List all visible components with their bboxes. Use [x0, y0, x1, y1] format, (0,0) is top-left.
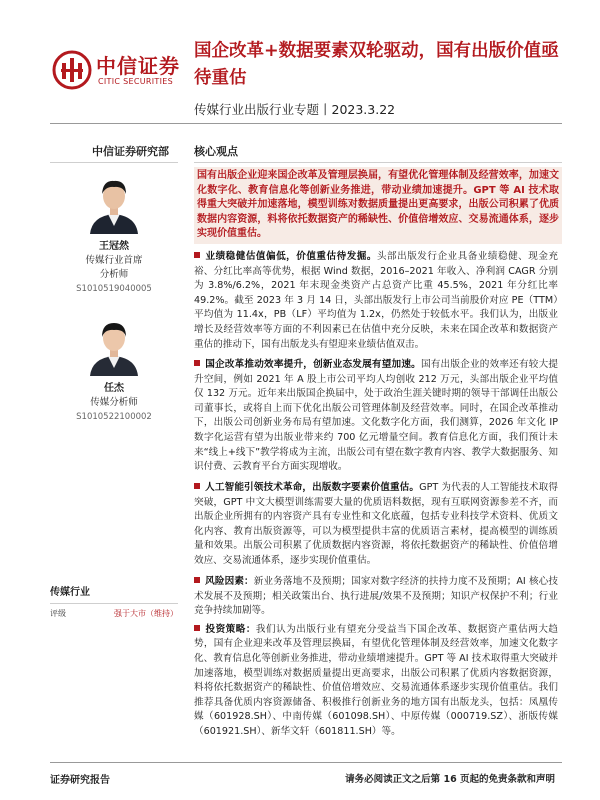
- bullet-valuation: [194, 250, 558, 352]
- citic-logo: [52, 48, 192, 98]
- citic-logo-icon: [52, 50, 92, 90]
- bullet-text: 我们认为出版行业有望充分受益当下国企改革、数据资产重估两大趋势，国有企业迎来改革及管理层换届，有望优化管理体制及经营效率，加速文化数字化、教育信息化等创新业务推进，带动业绩增速提升。GPT 等 AI 技术取得重大突破并加速落地，模型训练对数据质量提出更高要求，出版公司积累了优质内容数据资源，料将依托数据资产的稀缺性、价值倍增效应、交易流通体系逐步实现价值重估。我们推荐具备优质内容资源储备、积极推行创新业务的地方国有出版龙头，包括：凤凰传媒（601928.SH）、中南传媒（601098.SH）、中原传媒（000719.SZ）、浙版传媒（601921.SH）、新华文轩（601811.SH）等。: [194, 623, 558, 737]
- analyst-photo-icon: [86, 176, 142, 234]
- analyst-photo-icon: [86, 318, 142, 376]
- bullet-risks: [194, 575, 558, 619]
- bullet-strategy: [194, 623, 558, 740]
- analyst-title-line2: 分析师: [99, 269, 129, 280]
- rating-value: 强于大市（维持）: [114, 609, 178, 618]
- report-subtitle: 传媒行业出版行业专题丨2023.3.22: [194, 102, 396, 117]
- bullet-lead: 风险因素：: [205, 576, 254, 587]
- sidebar-divider: [50, 162, 178, 163]
- main-divider: [194, 162, 562, 163]
- analyst-card: [50, 318, 178, 424]
- bullet-marker-icon: [194, 252, 200, 258]
- sector-label: 传媒行业: [50, 587, 90, 598]
- logo-chinese-name: 中信证券: [96, 54, 180, 78]
- footer-disclaimer: 请务必阅读正文之后第 16 页起的免责条款和声明: [345, 774, 555, 785]
- analyst-name: 王冠然: [99, 241, 129, 252]
- header-divider: [50, 123, 562, 124]
- bullet-lead: 投资策略：: [205, 623, 256, 635]
- bullet-text: 头部出版发行企业具备业绩稳健、现金充裕、分红比率高等优势，根据 Wind 数据，2016–2021 年收入、净利润 CAGR 分别为 3.8%/6.2%，2021 年末现金类资产占总资产比重 45.5%，2021 年分红比率 49.2%。截至 2023 年 3 月 14 日，头部出版发行上市公司当前股价对应 PE（TTM）平均值为 11.4x，PB（LF）平均值为 1.2x，仍然处于较低水平。我们认为，出版业增长及经营效率等方面的不利因素已在估值中充分反映，未来在国企改革和数据资产重估的推动下，国有出版龙头有望迎来业绩估值双击。: [194, 251, 559, 350]
- analyst-title: 传媒分析师: [90, 397, 138, 408]
- analyst-title: 传媒行业首席: [85, 255, 143, 266]
- bullet-marker-icon: [194, 483, 200, 489]
- bullet-soe-reform: [194, 358, 558, 475]
- sector-rating-box: [50, 583, 178, 619]
- report-title: 国企改革+数据要素双轮驱动，国有出版价值亟待重估: [194, 41, 559, 88]
- footer-divider: [50, 762, 562, 763]
- analyst-card: [50, 176, 178, 296]
- bullet-marker-icon: [194, 625, 200, 631]
- rating-row: [50, 608, 178, 619]
- footer-report-type: 证券研究报告: [50, 775, 110, 786]
- bullet-ai: [194, 481, 558, 569]
- bullet-text: 国有出版企业的效率还有较大提升空间，例如 2021 年 A 股上市公司平均人均创收 212 万元，头部出版企业平均值仅 132 万元。近年来出版国企换届中，处于政治生涯关键时期的领导干部调任出版公司董事长，或将自上而下优化出版公司管理体制及经营效率。同时，在国企改革推动下，出版公司创新业务布局有望加速。文化数字化方面，我们测算，2026 年文化 IP 数字化运营有望为出版业带来约 700 亿元增量空间。教育信息化方面，我们预计未来“线上+线下”教学将成为主流，出版公司有望在数字教育内容、教学大数据服务、知识付费、云教育平台方面实现增收。: [194, 359, 559, 473]
- bullet-marker-icon: [194, 577, 200, 583]
- bullet-lead: 人工智能引领技术革命，出版数字要素价值重估。: [205, 482, 420, 493]
- analyst-license-id: S1010522100002: [76, 412, 152, 422]
- bullet-lead: 国企改革推动效率提升，创新业态发展有望加速。: [205, 359, 421, 370]
- bullet-text: GPT 为代表的人工智能技术取得突破，GPT 中文大模型训练需要大量的优质语料数据，现有互联网资源参差不齐，而出版企业所拥有的内容资产具有专业性和文化底蕴，包括专业科技学术资料、优质文化内容、教育出版资源等，可以为模型提供丰富的优质语言素材，提高模型的训练质量和效果。出版公司积累了优质数据内容资源，将依托数据资产的稀缺性、价值倍增效应、交易流通体系，逐步实现价值重估。: [194, 482, 558, 566]
- core-views-heading: 核心观点: [194, 145, 238, 158]
- analyst-license-id: S1010519040005: [76, 284, 152, 294]
- bullet-text: 新业务落地不及预期；国家对数字经济的扶持力度不及预期；AI 核心技术发展不及预期；相关政策出台、执行进展/效果不及预期；知识产权保护不利；行业竞争持续加剧等。: [194, 576, 558, 617]
- lower-bullets-container: [194, 575, 558, 756]
- research-department-heading: 中信证券研究部: [92, 145, 169, 158]
- logo-english-name: CITIC SECURITIES: [98, 77, 173, 86]
- bullet-lead: 业绩稳健估值偏低，价值重估待发掘。: [205, 251, 377, 262]
- analyst-name: 任杰: [104, 383, 124, 394]
- rating-label: 评级: [50, 609, 66, 618]
- summary-highlight: 国有出版企业迎来国企改革及管理层换届，有望优化管理体制及经营效率，加速文化数字化、教育信息化等创新业务推进，带动业绩加速提升。GPT 等 AI 技术取得重大突破并加速落地，模型训练对数据质量提出更高要求，出版公司积累了优质数据内容资源，料将依托数据资产的稀缺性、价值倍增效应、交易流通体系，逐步实现价值重估。: [194, 167, 562, 244]
- sector-divider: [50, 603, 178, 604]
- bullet-marker-icon: [194, 360, 200, 366]
